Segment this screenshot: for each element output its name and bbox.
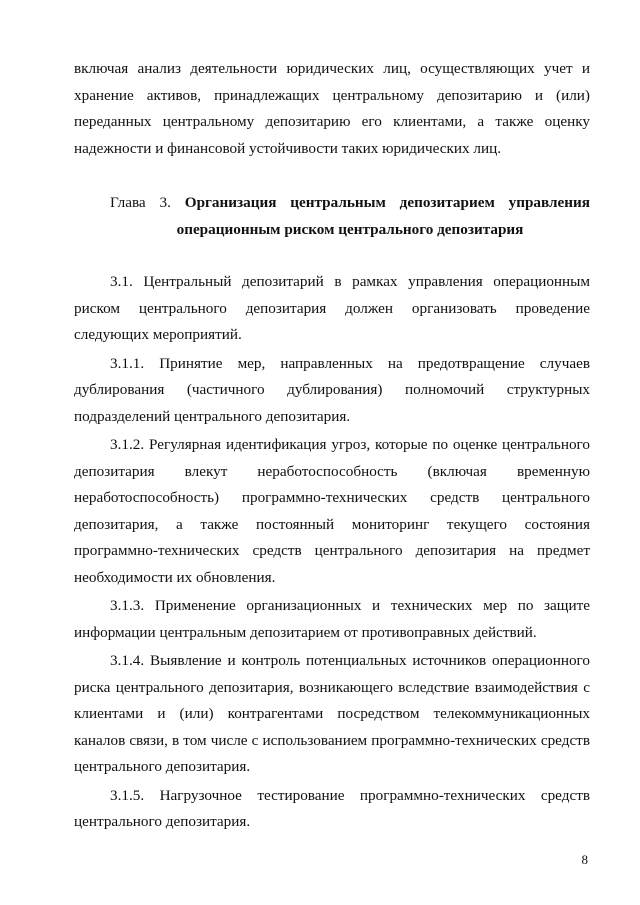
document-page [74,56,590,836]
page-number: 8 [581,852,588,867]
paragraph-3-1-4: 3.1.4. Выявление и контроль потенциальных источников операционного риска центрального депозитария, возникающего вследствие взаимодействия с клиентами и (или) контрагентами посредством телекоммуникационных каналов связи, в том числе с использованием программно-технических средств центрального депозитария. [74,652,590,775]
paragraph-3-1-5: 3.1.5. Нагрузочное тестирование программно-технических средств центрального депозитария. [74,786,590,830]
chapter-title-line1: Организация центральным депозитарием управления [184,194,591,211]
paragraph-3-1-1: 3.1.1. Принятие мер, направленных на предотвращение случаев дублирования (частичного дублирования) полномочий структурных подразделений центрального депозитария. [74,354,590,425]
chapter-title-line2: операционным риском центрального депозитария [176,221,524,238]
intro-paragraph: включая анализ деятельности юридических лиц, осуществляющих учет и хранение активов, принадлежащих центральному депозитарию и (или) переданных центральному депозитарию его клиентами, а также оценку надежности и финансовой устойчивости таких юридических лиц. [74,60,590,157]
chapter-heading [74,189,590,243]
paragraph-3-1-3: 3.1.3. Применение организационных и технических мер по защите информации центральным депозитарием от противоправных действий. [74,597,590,641]
paragraph-3-1-2: 3.1.2. Регулярная идентификация угроз, которые по оценке центрального депозитария влекут неработоспособность (включая временную неработоспособность) программно-технических средств центрального депозитария, а также постоянный мониторинг текущего состояния программно-технических средств центрального депозитария на предмет необходимости их обновления. [74,436,590,586]
chapter-label: Глава 3. [110,194,171,211]
chapter-heading-line2 [74,216,590,243]
chapter-heading-line1 [74,189,590,216]
paragraph-3-1: 3.1. Центральный депозитарий в рамках управления операционным риском центрального депозитария должен организовать проведение следующих мероприятий. [74,273,590,343]
